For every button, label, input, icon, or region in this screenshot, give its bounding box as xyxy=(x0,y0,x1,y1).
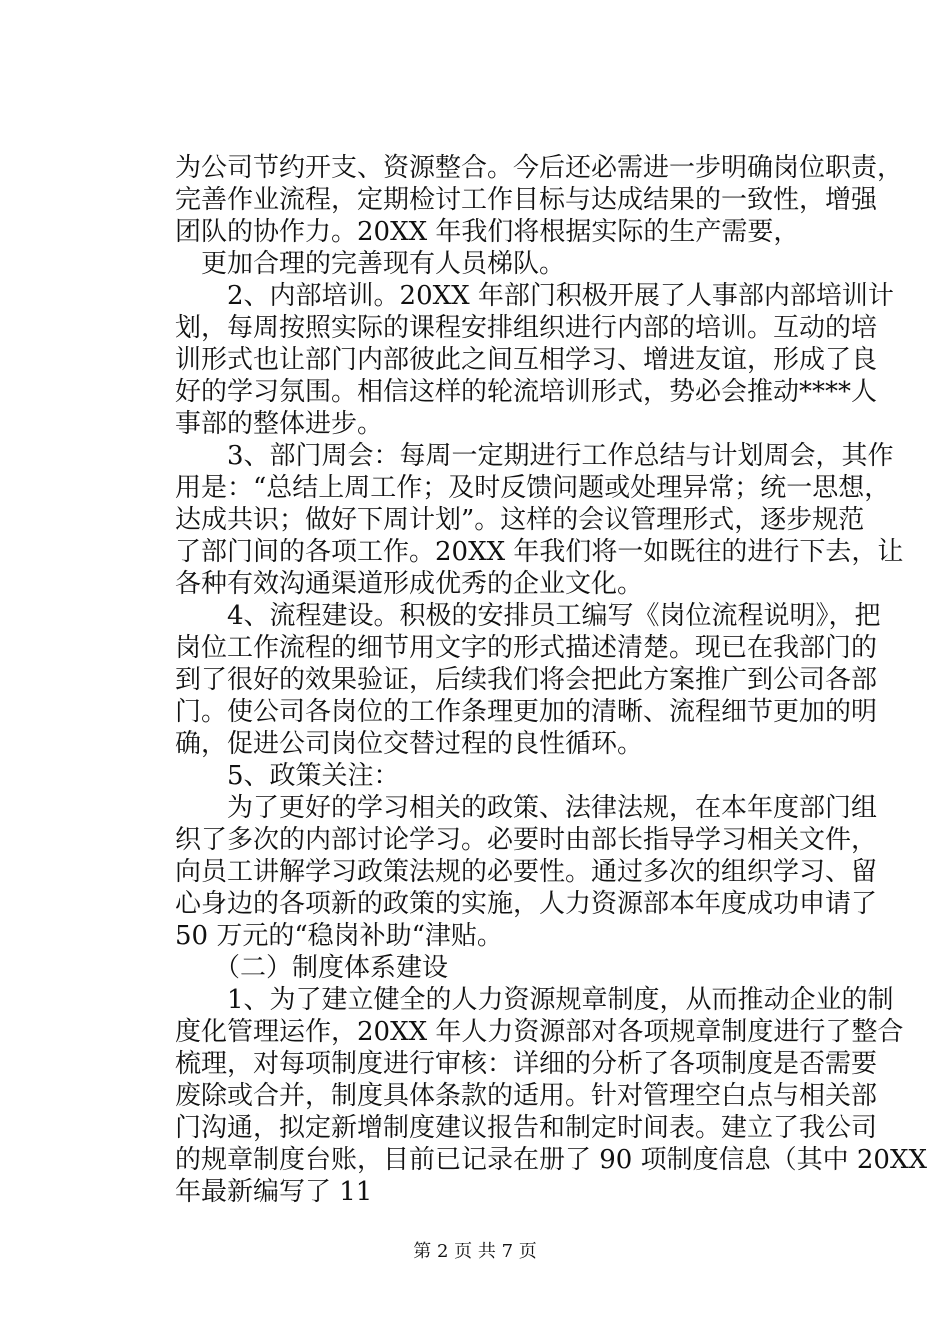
body-line: 梳理，对每项制度进行审核：详细的分析了各项制度是否需要 xyxy=(175,1049,878,1079)
body-line: 完善作业流程，定期检讨工作目标与达成结果的一致性，增强 xyxy=(175,185,878,215)
body-line: 2、内部培训。20XX 年部门积极开展了人事部内部培训计 xyxy=(175,281,894,311)
body-line: 度化管理运作，20XX 年人力资源部对各项规章制度进行了整合 xyxy=(175,1017,904,1047)
body-line: 用是：“总结上周工作；及时反馈问题或处理异常；统一思想， xyxy=(175,473,891,503)
body-line: 向员工讲解学习政策法规的必要性。通过多次的组织学习、留 xyxy=(175,857,878,887)
body-line: 各种有效沟通渠道形成优秀的企业文化。 xyxy=(175,569,644,599)
body-line: 到了很好的效果验证，后续我们将会把此方案推广到公司各部 xyxy=(175,665,878,695)
body-line: 织了多次的内部讨论学习。必要时由部长指导学习相关文件， xyxy=(175,825,878,855)
body-line: 为了更好的学习相关的政策、法律法规，在本年度部门组 xyxy=(175,793,878,823)
body-line: 更加合理的完善现有人员梯队。 xyxy=(175,249,566,279)
body-line: 心身边的各项新的政策的实施，人力资源部本年度成功申请了 xyxy=(175,889,878,919)
body-line: 1、为了建立健全的人力资源规章制度，从而推动企业的制 xyxy=(175,985,894,1015)
document-body xyxy=(175,152,927,1208)
body-line: （二）制度体系建设 xyxy=(175,953,449,983)
body-line: 废除或合并，制度具体条款的适用。针对管理空白点与相关部 xyxy=(175,1081,878,1111)
body-line: 年最新编写了 11 xyxy=(175,1177,373,1207)
body-line: 事部的整体进步。 xyxy=(175,409,384,439)
body-line: 团队的协作力。20XX 年我们将根据实际的生产需要， xyxy=(175,217,800,247)
body-line: 3、部门周会：每周一定期进行工作总结与计划周会，其作 xyxy=(175,441,894,471)
body-line: 50 万元的“稳岗补助“津贴。 xyxy=(175,921,503,951)
body-line: 4、流程建设。积极的安排员工编写《岗位流程说明》，把 xyxy=(175,601,881,631)
body-line: 达成共识；做好下周计划”。这样的会议管理形式，逐步规范 xyxy=(175,505,865,535)
body-line: 训形式也让部门内部彼此之间互相学习、增进友谊，形成了良 xyxy=(175,345,878,375)
body-line: 岗位工作流程的细节用文字的形式描述清楚。现已在我部门的 xyxy=(175,633,878,663)
body-line: 了部门间的各项工作。20XX 年我们将一如既往的进行下去，让 xyxy=(175,537,904,567)
body-line: 门沟通，拟定新增制度建议报告和制定时间表。建立了我公司 xyxy=(175,1113,878,1143)
body-line: 门。使公司各岗位的工作条理更加的清晰、流程细节更加的明 xyxy=(175,697,878,727)
body-line: 划，每周按照实际的课程安排组织进行内部的培训。互动的培 xyxy=(175,313,878,343)
body-line: 5、政策关注： xyxy=(175,761,400,791)
body-line: 的规章制度台账，目前已记录在册了 90 项制度信息（其中 20XX xyxy=(175,1145,927,1175)
body-line: 好的学习氛围。相信这样的轮流培训形式，势必会推动****人 xyxy=(175,377,878,407)
body-line: 确，促进公司岗位交替过程的良性循环。 xyxy=(175,729,644,759)
page-footer xyxy=(0,1240,950,1264)
body-line: 为公司节约开支、资源整合。今后还必需进一步明确岗位职责， xyxy=(175,153,904,183)
page-number-label: 第 2 页 共 7 页 xyxy=(413,1241,537,1262)
